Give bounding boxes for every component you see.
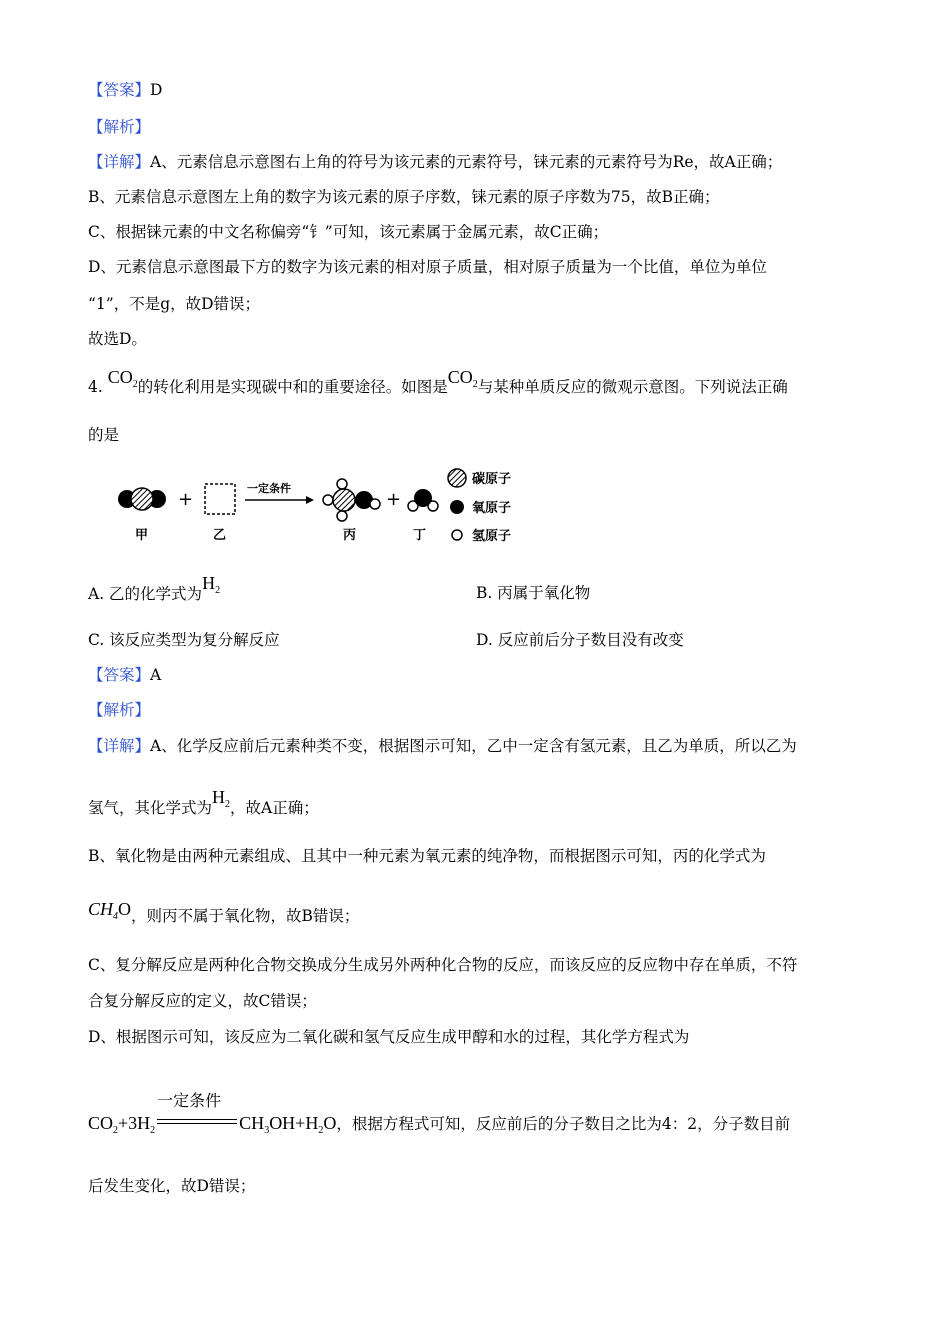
answer-value: D bbox=[150, 81, 163, 99]
question-4-stem-cont: 的是 bbox=[88, 426, 120, 444]
question-4-stem bbox=[88, 367, 788, 400]
h2-formula: $H_2$ bbox=[202, 573, 221, 596]
label-yi: 乙 bbox=[213, 528, 227, 543]
co2-molecule bbox=[118, 488, 166, 510]
detail-line-a bbox=[88, 152, 782, 172]
option-c: C. 该反应类型为复分解反应 bbox=[88, 631, 280, 649]
stem-part-2: 与某种单质反应的微观示意图。下列说法正确 bbox=[477, 378, 788, 396]
option-b: B. 丙属于氧化物 bbox=[476, 584, 591, 602]
unknown-reactant-box bbox=[205, 484, 235, 514]
label-ding: 丁 bbox=[413, 528, 427, 543]
answer-line bbox=[88, 80, 162, 100]
co2-formula: $CO_2$ bbox=[447, 367, 478, 390]
legend-hydrogen: 氢原子 bbox=[472, 529, 512, 544]
answer-tag: 【答案】 bbox=[88, 81, 151, 99]
explain-b-line1: B、氧化物是由两种元素组成、且其中一种元素为氧元素的纯净物，而根据图示可知，丙的化学式为 bbox=[88, 847, 766, 865]
chemical-equation: $CO_2+3H_2$ 一定条件 $CH_3OH+H_2O$ bbox=[88, 1090, 337, 1136]
plus-sign-1: + bbox=[178, 489, 194, 510]
methanol-molecule bbox=[323, 479, 380, 521]
h2-formula: $H_2$ bbox=[212, 787, 231, 810]
detail-line-c: C、根据铼元素的中文名称偏旁“钅”可知，该元素属于金属元素，故C正确； bbox=[88, 223, 609, 241]
legend-carbon: 碳原子 bbox=[472, 472, 512, 487]
legend-carbon-symbol bbox=[448, 469, 466, 487]
explain-b-line2: $CH_4O$，则丙不属于氧化物，故B错误； bbox=[88, 899, 360, 925]
conclusion-line: 故选D。 bbox=[88, 330, 147, 348]
stem-part-1: 的转化利用是实现碳中和的重要途径。如图是 bbox=[137, 378, 448, 396]
ch4o-formula: $CH_4O$ bbox=[88, 899, 132, 922]
legend-oxygen: 氧原子 bbox=[472, 501, 512, 516]
explain-a-line2: 氢气，其化学式为$H_2$，故A正确； bbox=[88, 787, 319, 817]
detail-tag: 【详解】 bbox=[88, 153, 151, 171]
detail-text: A、元素信息示意图右上角的符号为该元素的元素符号，铼元素的元素符号为Re，故A正确； bbox=[150, 153, 783, 171]
water-molecule bbox=[408, 489, 438, 511]
legend-oxygen-symbol bbox=[450, 500, 464, 514]
plus-sign-2: + bbox=[386, 489, 402, 510]
arrow-condition: 一定条件 bbox=[247, 482, 291, 495]
analysis-tag: 【解析】 bbox=[88, 118, 151, 136]
question-number: 4. bbox=[88, 378, 103, 396]
detail-tag: 【详解】 bbox=[88, 737, 151, 755]
label-bing: 丙 bbox=[343, 528, 357, 543]
explain-a-line1: 【详解】A、化学反应前后元素种类不变，根据图示可知，乙中一定含有氢元素，且乙为单质，所以乙为 bbox=[88, 737, 797, 755]
answer-value: A bbox=[150, 666, 162, 684]
answer-line-2 bbox=[88, 665, 161, 685]
analysis-tag-2: 【解析】 bbox=[88, 701, 151, 719]
explain-d-line2: $CO_2+3H_2$ 一定条件 $CH_3OH+H_2O$，根据方程式可知，反应前后的分子数目之比为4：2，分子数目前 bbox=[88, 1090, 791, 1136]
reaction-diagram bbox=[110, 464, 540, 554]
option-d: D. 反应前后分子数目没有改变 bbox=[476, 631, 684, 649]
detail-line-b: B、元素信息示意图左上角的数字为该元素的原子序数，铼元素的原子序数为75，故B正确； bbox=[88, 188, 720, 206]
explain-d-line1: D、根据图示可知，该反应为二氧化碳和氢气反应生成甲醇和水的过程，其化学方程式为 bbox=[88, 1028, 690, 1046]
explain-c-line2: 合复分解反应的定义，故C错误； bbox=[88, 992, 317, 1010]
option-a: A. 乙的化学式为$H_2$ bbox=[88, 573, 221, 603]
explain-c-line1: C、复分解反应是两种化合物交换成分生成另外两种化合物的反应，而该反应的反应物中存在单质，不符 bbox=[88, 956, 798, 974]
explain-d-line3: 后发生变化，故D错误； bbox=[88, 1177, 256, 1195]
equation-condition: 一定条件 bbox=[157, 1090, 222, 1110]
label-jia: 甲 bbox=[135, 528, 149, 543]
detail-line-d-cont: “1”，不是g，故D错误； bbox=[88, 295, 261, 313]
legend-hydrogen-symbol bbox=[452, 530, 462, 540]
co2-formula: $CO_2$ bbox=[107, 367, 138, 390]
detail-line-d: D、元素信息示意图最下方的数字为该元素的相对原子质量，相对原子质量为一个比值，单位为单位 bbox=[88, 258, 767, 276]
equation-equals bbox=[155, 1090, 239, 1135]
answer-tag: 【答案】 bbox=[88, 666, 151, 684]
